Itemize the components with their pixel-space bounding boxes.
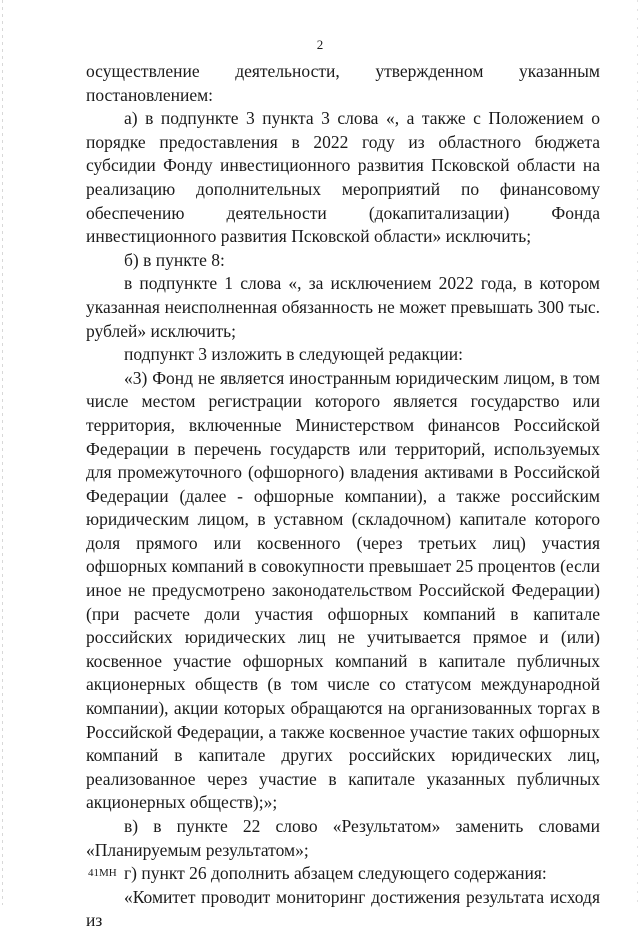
document-body (86, 60, 600, 933)
paragraph-quote-start: «Комитет проводит мониторинг достижения результата исходя из (86, 886, 600, 931)
paragraph-item-a: а) в подпункте 3 пункта 3 слова «, а также с Положением о порядке предоставления в 2022 году из областного бюджета субсидии Фонду инвестиционного развития Псковской области на реализацию дополнительных мероприятий по финансовому обеспечению деятельности (докапитализации) Фонда инвестиционного развития Псковской области» исключить; (86, 108, 600, 247)
scan-edge-right (637, 0, 638, 905)
paragraph-item-v: в) в пункте 22 слово «Результатом» заменить словами «Планируемым результатом»; (86, 816, 600, 860)
paragraph-subitem-3-intro: подпункт 3 изложить в следующей редакции: (124, 344, 464, 365)
paragraph-subitem-1: в подпункте 1 слова «, за исключением 2022 года, в котором указанная неисполненная обязанность не может превышать 300 тыс. рублей» исключить; (86, 273, 600, 341)
scan-edge-left (2, 0, 3, 905)
paragraph-item-g: г) пункт 26 дополнить абзацем следующего содержания: (124, 863, 547, 884)
footer-code: 41МН (88, 867, 117, 879)
paragraph-subitem-3-text: «3) Фонд не является иностранным юридическим лицом, в том числе местом регистрации которого является государство или территория, включенные Министерством финансов Российской Федерации в перечень государств или территорий, используемых для промежуточного (офшорного) владения активами в Российской Федерации (далее - офшорные компании), а также российским юридическим лицом, в уставном (складочном) капитале которого доля прямого или косвенного (через третьих лиц) участия офшорных компаний в совокупности превышает 25 процентов (если иное не предусмотрено законодательством Российской Федерации) (при расчете доли участия офшорных компаний в капитале российских юридических лиц не учитывается прямое и (или) косвенное участие офшорных компаний в капитале публичных акционерных обществ (в том числе со статусом международной компании), акции которых обращаются на организованных торгах в Российской Федерации, а также косвенное участие таких офшорных компаний в капитале других российских юридических лиц, реализованное через участие в капитале указанных публичных акционерных обществ);»; (86, 367, 600, 813)
paragraph-item-b: б) в пункте 8: (124, 249, 225, 270)
page-number: 2 (316, 37, 324, 52)
paragraph-continuation: осуществление деятельности, утвержденном указанным постановлением: (86, 61, 600, 105)
